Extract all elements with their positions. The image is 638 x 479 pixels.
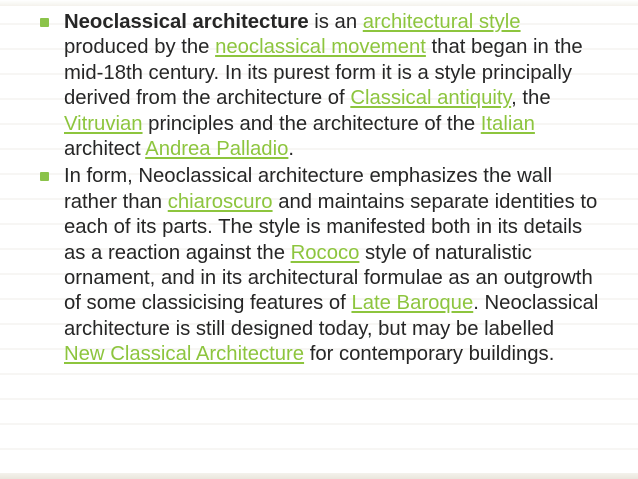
body-text: architect (64, 138, 146, 161)
link-architectural-style[interactable]: architectural style (362, 11, 521, 33)
bullet-item (40, 10, 600, 162)
body-text: . Neoclassical architecture is still designed today, but may be labelled (64, 292, 599, 340)
bullet-list (40, 10, 600, 370)
link-vitruvian[interactable]: Vitruvian (64, 112, 143, 135)
square-bullet-icon (40, 172, 49, 181)
body-text: style of naturalistic ornament, and in its architectural formulae as an outgrowth of some classicising features of (64, 241, 593, 315)
bullet-item (40, 164, 600, 367)
body-text: and maintains separate identities to each of its parts. The style is manifested both in its details as a reaction against the (64, 190, 598, 264)
body-text: produced by the (64, 36, 216, 59)
square-bullet-icon (40, 18, 49, 27)
body-text: principles and the architecture of the (142, 112, 481, 135)
link-chiaroscuro[interactable]: chiaroscuro (167, 190, 273, 213)
link-new-classical-architecture[interactable]: New Classical Architecture (64, 343, 305, 366)
link-classical-antiquity[interactable]: Classical antiquity (350, 87, 512, 110)
link-italian[interactable]: Italian (480, 112, 535, 135)
link-andrea-palladio[interactable]: Andrea Palladio (145, 138, 289, 161)
body-text: . (288, 138, 295, 161)
body-text: that began in the mid-18th century. In its purest form it is a style principally derived from the architecture of (64, 36, 583, 110)
link-late-baroque[interactable]: Late Baroque (351, 292, 474, 315)
body-text: , the (511, 87, 551, 110)
body-text: is an (308, 11, 363, 33)
slide-top-border (0, 0, 638, 6)
body-text: for contemporary buildings. (304, 343, 555, 366)
body-text: In form, Neoclassical architecture emphasizes the wall rather than (64, 165, 553, 213)
link-neoclassical-movement[interactable]: neoclassical movement (215, 36, 426, 59)
bold-term: Neoclassical architecture (64, 11, 309, 33)
slide-bottom-border (0, 473, 638, 479)
link-rococo[interactable]: Rococo (290, 241, 360, 264)
